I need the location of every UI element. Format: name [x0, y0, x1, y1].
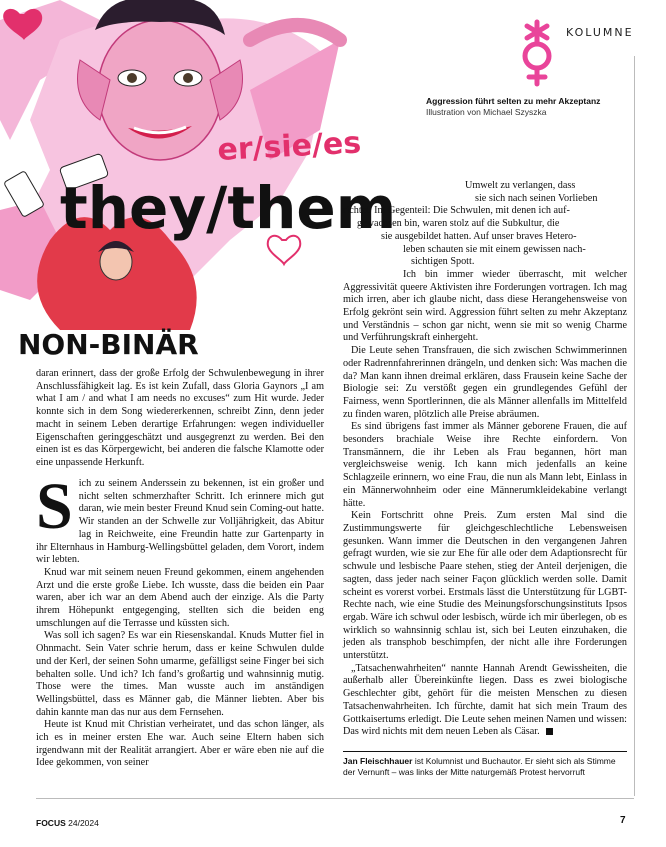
author-name: Jan Fleischhauer: [343, 756, 413, 766]
article-paragraph: Es sind übrigens fast immer als Männer geborene Frauen, die auf besonders brachiale Weise ihre Rechte einfordern. Von Transmännern, die ihr Leben als Frau begannen, hört man vergleichsweise wenig. Ich kann mich jedenfalls an keine Schlagzeile erinnern, wo eine Frau, die nun als Mann lebt, Einlass in ein Männerwohnheim oder eine Männerumkleidekabine verlangt hätte.: [343, 421, 627, 509]
article-paragraph: Knud war mit seinem neuen Freund gekommen, einem angehenden Arzt und die erste große Liebe. Ich wusste, dass die beiden ein Paar waren, aber ich war an dem Abend auch der einzige. Als die Party ihrem Höhepunkt entgegenging, stellten sich die beiden eng umschlungen auf die Terrasse und küssten sich.: [36, 566, 324, 629]
article-paragraph: Die Leute sehen Transfrauen, die sich zwischen Schwimmerinnen oder Radrennfahrerinnen drängeln, und denken sich: Was machen die da? Man kann ihnen dreimal erklären, dass Frausein keine Sache der Biologie sei: Zu verstößt gegen ein grundlegendes Gefühl der Fairness, wenn Sportlerinnen, die als Männer allenfalls im Mittelfeld zu finden waren, plötzlich alle Preise abräumen.: [343, 345, 627, 420]
magazine-name: FOCUS: [36, 818, 66, 828]
drop-cap: S: [36, 470, 73, 543]
issue-number: 24/2024: [68, 818, 99, 828]
illustration-caption: [426, 96, 622, 118]
caption-title: Aggression führt selten zu mehr Akzeptanz: [426, 96, 601, 106]
caption-credit: Illustration von Michael Szyszka: [426, 107, 547, 117]
lettering-er-sie-es: er/sie/es: [216, 125, 362, 168]
article-column-left: [36, 470, 324, 770]
lettering-non-binaer: NON-BINÄR: [18, 328, 199, 360]
genderqueer-symbol-icon: [514, 18, 560, 88]
author-bio: [343, 756, 627, 778]
page-divider-horizontal: [36, 798, 634, 799]
lettering-they-them: they/them: [60, 174, 397, 242]
article-paragraph: Sich zu seinem Anderssein zu bekennen, ist ein großer und nicht selten schmerzhafter Schritt. Ich erinnere mich gut daran, wie mein bester Freund Knud sein Coming-out hatte. Wir standen an der Schwelle zur Volljährigkeit, das Abitur lag in Reichweite, eine Freundin hatte zur Gartenparty in ihr Elternhaus in Hamburg-Wellingsbüttel geladen, dem Vorort, indem wir lebten.: [36, 470, 324, 566]
article-paragraph-last: „Tatsachenwahrheiten“ nannte Hannah Arendt Gewissheiten, die außerhalb aller Übereinkünfte liegen. Dass es zwei biologische Geschlechter gibt, gehört für die meisten Menschen zu diesen Tatsachenwahrheiten. Ich fürchte, damit hat sich mein Traum des Gottkaisertums erledigt. Die Leute sehen meinen Namen und wissen: Das wird nichts mit dem neuen Leben als Cäsar.: [343, 662, 627, 738]
article-paragraph: daran erinnert, dass der große Erfolg der Schwulenbewegung in ihrer Anschlussfähigkeit lag. Es ist kein Zufall, dass Gloria Gaynors „I am what I am / and what I am needs no excuses“ zum Hit wurde. Jeder konnte sich in dem Song wiedererkennen, schreibt Zinn, denn jeder macht in seinem Leben derartige Erfahrungen: wegen individueller Eigenschaften geringgeschätzt und ausgegrenzt zu werden. Bei den einen ist es das Körpergewicht, bei anderen die falsche Klamotte oder eine unpassende Herkunft.: [36, 368, 324, 468]
section-label: KOLUMNE: [566, 26, 634, 39]
article-paragraph: Ich bin immer wieder überrascht, mit welcher Aggressivität queere Aktivisten ihre Forderungen vortragen. Ich mag mich irren, aber ich glaube nicht, dass diese Herangehensweise von Erfolg gekrönt sein wird. Aggression führt selten zu mehr Akzeptanz und Verständnis – schon gar nicht, wenn sie mit so wenig Charme und Verführungskraft einhergeht.: [343, 268, 627, 344]
article-paragraph-shaped: Umwelt zu verlangen, dass sie sich nach seinen Vorlieben richtet. Im Gegenteil: Die Schwulen, mit denen ich auf- gewachsen bin, waren stolz auf die Subkultur, die sie ausgebildet hatten. Auf unser braves Hetero- leben schauten sie mit einem gewissen nach- sichtigen Spott.: [343, 180, 598, 268]
author-description: ist Kolumnist und Buchautor. Er sieht sich als Stimme der Vernunft – was links der Mitte naturgemäß Protest hervorruft: [343, 756, 616, 777]
article-column-right: [343, 180, 627, 739]
author-divider: [343, 751, 627, 752]
article-column-left-top: [36, 368, 324, 470]
page-divider-vertical: [634, 56, 635, 796]
page-number: 7: [620, 815, 626, 826]
footer-magazine: [36, 818, 99, 828]
end-mark-icon: [546, 728, 553, 735]
article-paragraph: Kein Fortschritt ohne Preis. Zum ersten Mal sind die Zustimmungswerte für gleichgeschlechtliche Lebensweisen gesunken. Wann immer die Deutschen in den vergangenen Jahren gefragt wurden, wie sie zur Ehe für alle oder dem Adaptionsrecht für schwule und lesbische Paare stehen, stieg der Anteil derjenigen, die sagten, dass jeder nach seiner Façon glücklich werden solle. Damit scheint es vorerst vorbei. Erstmals lässt die Unterstützung für LGBT-Rechte nach, wie eine Studie des Meinungsforschungsinstituts Ipsos ergab. Wäre ich schwul oder lesbisch, würde ich mir überlegen, ob es wirklich so wahnsinnig schlau ist, sich bei Leuten einzuhaken, die jeden als transphob beschimpfen, der nicht alle ihre Forderungen unterstützt.: [343, 510, 627, 662]
article-paragraph: Heute ist Knud mit Christian verheiratet, und das schon länger, als ich es in meiner ersten Ehe war. Auch seine Eltern haben sich irgendwann mit der Realität arrangiert. Aber er wäre eben nie auf die Idee gekommen, von seiner: [36, 719, 324, 769]
article-paragraph: Was soll ich sagen? Es war ein Riesenskandal. Knuds Mutter fiel in Ohnmacht. Sein Vater schrie herum, dass er keine Schwulen dulde und der Kerl, der seinen Sohn umarme, gefälligst seine Finger bei sich behalten solle. Und ich? Ich fand’s großartig und wahnsinnig mutig. Those were the times. Man wusste auch im anständigen Wellingsbüttel, dass es Männer gab, die Männer liebten. Aber bis dahin kannte man das nur aus dem Fernsehen.: [36, 630, 324, 718]
